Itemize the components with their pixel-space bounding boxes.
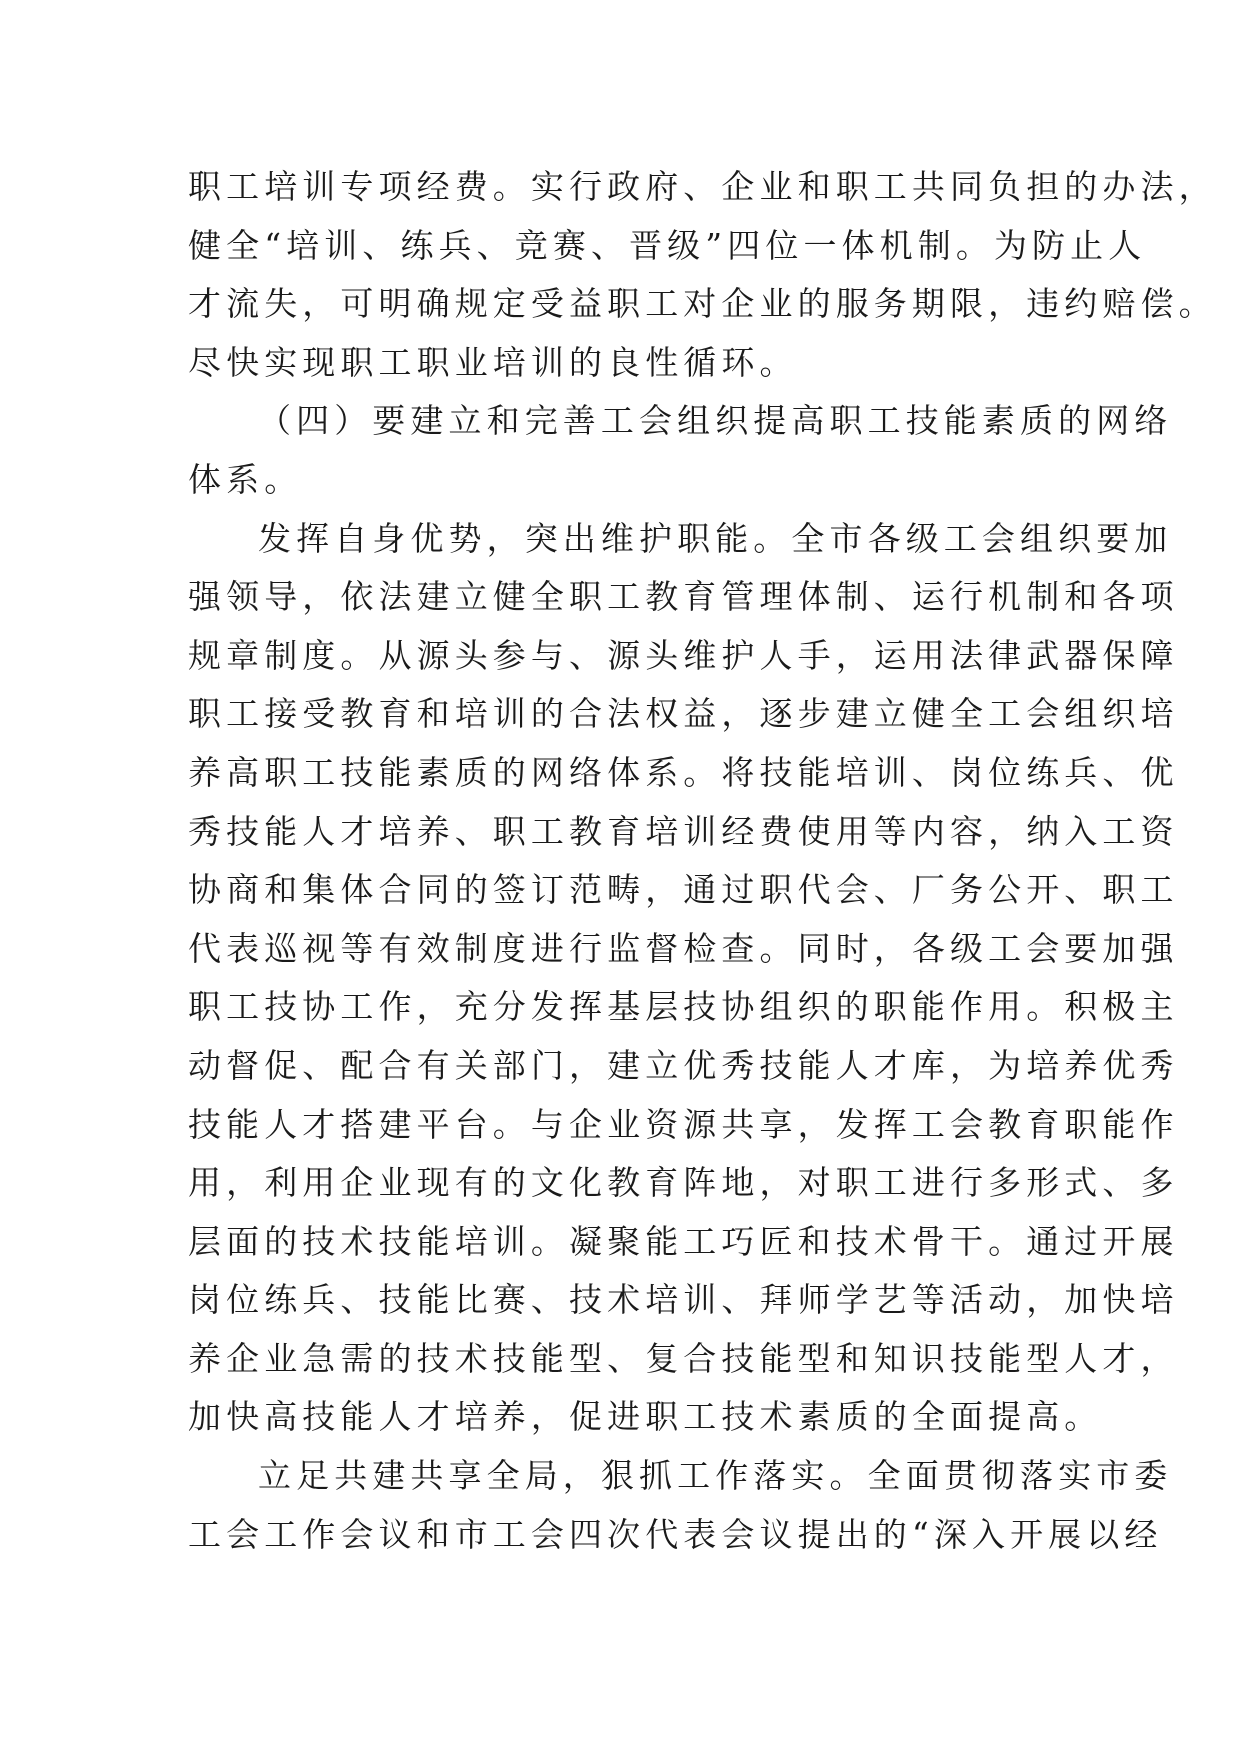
- text-line: 职工技协工作，充分发挥基层技协组织的职能作用。积极主: [188, 987, 1179, 1027]
- text-line: 才流失，可明确规定受益职工对企业的服务期限，违约赔偿。: [188, 284, 1217, 324]
- text-line: 秀技能人才培养、职工教育培训经费使用等内容，纳入工资: [188, 811, 1179, 851]
- text-line: 职工接受教育和培训的合法权益，逐步建立健全工会组织培: [188, 694, 1179, 734]
- text-line: 健全“培训、练兵、竞赛、晋级”四位一体机制。为防止人: [188, 225, 1147, 265]
- text-line: 尽快实现职工职业培训的良性循环。: [188, 342, 798, 382]
- text-line: 工会工作会议和市工会四次代表会议提出的“深入开展以经: [188, 1514, 1163, 1554]
- text-line: 加快高技能人才培养，促进职工技术素质的全面提高。: [188, 1397, 1103, 1437]
- text-line: 技能人才搭建平台。与企业资源共享，发挥工会教育职能作: [188, 1104, 1179, 1144]
- text-line: 养企业急需的技术技能型、复合技能型和知识技能型人才，: [188, 1338, 1179, 1378]
- text-line: 用，利用企业现有的文化教育阵地，对职工进行多形式、多: [188, 1163, 1179, 1203]
- text-line: 岗位练兵、技能比赛、技术培训、拜师学艺等活动，加快培: [188, 1280, 1179, 1320]
- text-line: 规章制度。从源头参与、源头维护人手，运用法律武器保障: [188, 635, 1179, 675]
- paragraph-first-line: 发挥自身优势，突出维护职能。全市各级工会组织要加: [258, 518, 1173, 558]
- section-heading-line: （四）要建立和完善工会组织提高职工技能素质的网络: [258, 401, 1173, 441]
- text-line: 代表巡视等有效制度进行监督检查。同时，各级工会要加强: [188, 928, 1179, 968]
- text-line: 养高职工技能素质的网络体系。将技能培训、岗位练兵、优: [188, 752, 1179, 792]
- body-text: [188, 158, 1217, 1564]
- section-heading-line: 体系。: [188, 459, 303, 499]
- text-line: 职工培训专项经费。实行政府、企业和职工共同负担的办法，: [188, 167, 1217, 206]
- text-line: 强领导，依法建立健全职工教育管理体制、运行机制和各项: [188, 577, 1179, 617]
- paragraph-first-line: 立足共建共享全局，狠抓工作落实。全面贯彻落实市委: [258, 1456, 1173, 1496]
- text-line: 层面的技术技能培训。凝聚能工巧匠和技术骨干。通过开展: [188, 1221, 1179, 1261]
- text-line: 动督促、配合有关部门，建立优秀技能人才库，为培养优秀: [188, 1045, 1179, 1085]
- text-line: 协商和集体合同的签订范畴，通过职代会、厂务公开、职工: [188, 870, 1179, 910]
